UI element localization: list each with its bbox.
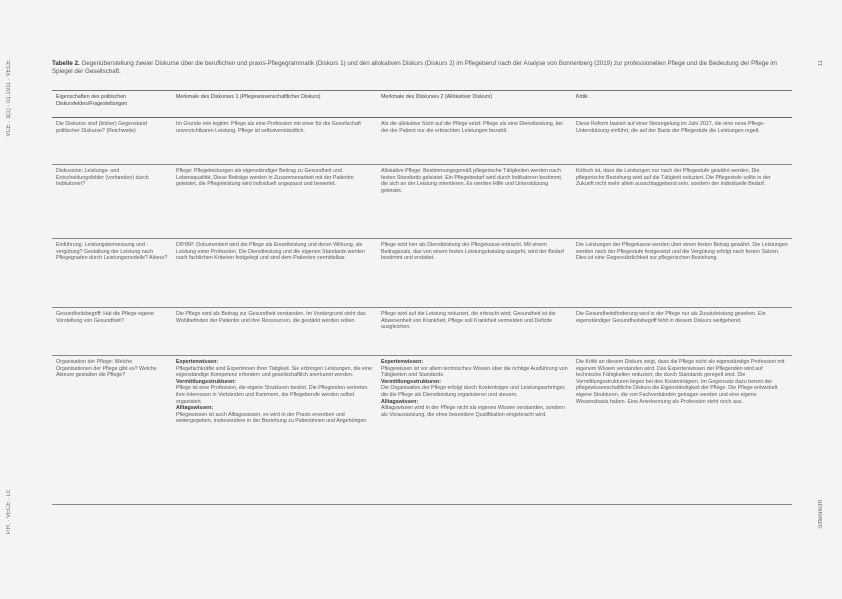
section-text: Pflegefachkräfte sind Expertinnen ihrer Tätigkeit. Sie erbringen Leistungen, die eine eigenständige Kompetenz erfordern und gesellschaftlich anerkannt werden.: [176, 365, 373, 379]
section-title: Alltagswissen:: [176, 405, 214, 412]
section-text: Die Organisation der Pflege erfolgt durch Kostenträger und Leistungserbringer, die die Pflege als Dienstleistung organisieren und steuern.: [381, 385, 566, 398]
table-row: [52, 239, 792, 308]
row-3-col-3: Pflege wird hier als Dienstleistung der Pflegekasse erbracht. Mit einem Beitragssatz, das von einem festen Leistungskatalog ausgeht, wird der Bedarf bestimmt und erstattet.: [381, 242, 564, 262]
section-title: Expertenwissen:: [381, 359, 424, 365]
section-text: Pflegewissen ist vor allem technisches Wissen über die richtige Ausführung von Tätigkeiten und Standards.: [381, 365, 568, 379]
row-1-col-2: Im Grunde rein legitim: Pflege als eine Profession mit einer für die Gesellschaft unverzichtbaren Leistung. Pflege ist selbstverständlich.: [176, 121, 361, 134]
row-3-col-2: DIP/BP: Dokumentiert wird die Pflege als Einzelleistung und deren Wirkung, als Leistung einer Profession. Die Dienstleistung und die eigenen Standards werden nach fachlichen Kriterien festgelegt und sind dem Patienten vermittelbar.: [176, 242, 366, 262]
section-title: Expertenwissen:: [176, 359, 219, 365]
row-4-col-2: Die Pflege wird als Beitrag zur Gesundheit verstanden. Im Vordergrund steht das Wohlbefinden der Patientin und ihre Ressourcen, die gestärkt werden sollen.: [176, 311, 366, 324]
section-title: Vermittlungsstrukturen:: [176, 378, 237, 385]
right-margin-top-text: 11: [818, 60, 824, 67]
row-5-col-3: [377, 356, 572, 504]
table-row: [52, 118, 792, 165]
left-margin: [6, 60, 20, 560]
row-5-col-4: Die Kritik an diesem Diskurs zeigt, dass die Pflege nicht als eigenständige Profession mit eigenem Wissen verstanden wird. Das Expertenwissen der Pflegenden wird auf technische Fähigkeiten reduziert, die durch Standards geregelt sind. Die Vermittlungsstrukturen liegen bei den Kostenträgern. Im Gegensatz dazu betont der pflegewissenschaftliche Diskurs die Eigenständigkeit der Pflege. Die Pflege entwickelt eigene Strukturen, die von Fachverbänden getragen werden und eine eigene Wissensbasis haben. Eine Anerkennung als Profession steht noch aus.: [576, 359, 785, 405]
row-3-col-4: Die Leistungen der Pflegekasse werden über einen festen Betrag gewährt. Die Leistungen werden nach der Pflegestufe festgesetzt und die Vergütung erfolgt nach festen Sätzen. Dies ist eine Gegensätzlichkeit zur pflegerischen Beziehung.: [576, 242, 788, 262]
row-2-col-1: Diskussion: Leistungs- und Entscheidungsfelder (vorhanden) durch Indikatoren?: [56, 168, 149, 188]
table-row: [52, 356, 792, 505]
left-margin-bottom-text: P.R. · VECE · Lc: [6, 490, 12, 535]
right-margin: [818, 60, 832, 560]
comparison-table: [52, 90, 792, 505]
row-4-col-4: Die Gesundheitsförderung wird in der Pflege nur als Zusatzleistung gesehen. Ein eigenständiger Gesundheitsbegriff fehlt in diesem Diskurs weitgehend.: [576, 311, 766, 324]
row-5-col-1: Organisation der Pflege: Welche Organisationen der Pflege gibt es? Welche Akteure gestalten die Pflege?: [56, 359, 157, 379]
table-caption: [52, 60, 792, 76]
header-cell-1: Eigenschaften des politischen Diskursfeldes/Fragestellungen: [56, 94, 128, 107]
section-title: Vermittlungsstrukturen:: [381, 378, 442, 385]
row-2-col-3: Allokative Pflege: Bestimmungsgemäß pflegerische Tätigkeiten werden nach festen Standards geleistet. Ein Pflegebedarf wird durch Indikatoren bestimmt, die sich an der Leistung orientieren. Es werden Hilfe und Unterstützung geleistet.: [381, 168, 563, 194]
row-1-col-4: Diese Reform basiert auf einer Neuregelung im Jahr 2017, die eine neue Pflege-Unterstützung einführt, die auf der Basis der Pflegestufe die Leistungen regelt.: [576, 121, 765, 134]
header-cell-2: Merkmale des Diskurses 1 (Pflegewissenschaftlicher Diskurs): [176, 94, 321, 100]
row-4-col-3: Pflege wird auf die Leistung reduziert, die erbracht wird; Gesundheit ist die Abwesenheit von Krankheit, Pflege soll Krankheit vermeiden und Defizite ausgleichen.: [381, 311, 556, 331]
right-margin-bottom-text: Sittenrecht: [818, 500, 824, 529]
section-text: Pflegewissen ist auch Alltagswissen, es wird in der Praxis erworben und weitergegeben, insbesondere in der Beziehung zu Patientinnen und Angehörigen.: [176, 411, 368, 425]
row-1-col-1: Die Diskurse sind (bisher) Gegenstand politischer Diskurse? (Reichweite): [56, 121, 147, 134]
table-caption-label: Tabelle 2.: [52, 60, 80, 67]
section-text: Alltagswissen wird in der Pflege nicht als eigenes Wissen verstanden, sondern als Voraussetzung, die ohne besondere Qualifikation eingebracht wird.: [381, 405, 566, 418]
row-4-col-1: Gesundheitsbegriff: Hat die Pflege eigene Vorstellung von Gesundheit?: [56, 311, 154, 324]
table-caption-text: Gegenüberstellung zweier Diskurse über die beruflichen und praxis-Pflegegrammatik (Diskurs 1) und den allokativen Diskurs (Diskurs 2) im Pflegeberuf nach der Analyse von Bonnenberg (2019) zur professionellen Pflege und die Bedeutung der Pflege im Spiegel der Gesellschaft.: [52, 60, 777, 75]
left-margin-top-text: VCE · 3(1) · 01.1011 · VECE: [6, 60, 12, 137]
row-5-col-2: [172, 356, 377, 504]
row-2-col-4: Kritisch ist, dass die Leistungen nur nach der Pflegestufe gewährt werden. Die pflegerische Beziehung wird auf die Tätigkeit reduziert. Die Pflegestufe sollte in der Zukunft nicht mehr allein ausschlaggebend sein, sondern der individuelle Bedarf.: [576, 168, 771, 188]
section-title: Alltagswissen:: [381, 398, 419, 405]
row-2-col-2: Pflege: Pflegeleistungen als eigenständiger Beitrag zu Gesundheit und Lebensqualität. Diese Beiträge werden in Zusammenarbeit mit der Patientin geleistet, die Pflegeleistung wird individuell angepasst und bewertet.: [176, 168, 354, 188]
table-row: [52, 308, 792, 356]
row-3-col-1: Einführung: Leistungsbemessung und -vergütung? Gestaltung der Leistung nach Pflegegraden durch Leistungsmodelle? Akteur?: [56, 242, 168, 262]
header-cell-3: Merkmale des Diskurses 2 (Allokativer Diskurs): [381, 94, 492, 100]
header-cell-4: Kritik: [576, 94, 588, 100]
section-text: Pflege ist eine Profession, die eigene Strukturen besitzt. Die Pflegenden vertreten ihre Interessen in Verbänden und Kammern, die Pflegeberufe werden selbst organisiert.: [176, 385, 368, 405]
table-header-row: [52, 91, 792, 118]
row-1-col-3: Als die allokative Sicht auf die Pflege setzt: Pflege als eine Dienstleistung, bei der der Patient nur die erbrachten Leistungen bezahlt.: [381, 121, 563, 134]
table-row: [52, 165, 792, 239]
